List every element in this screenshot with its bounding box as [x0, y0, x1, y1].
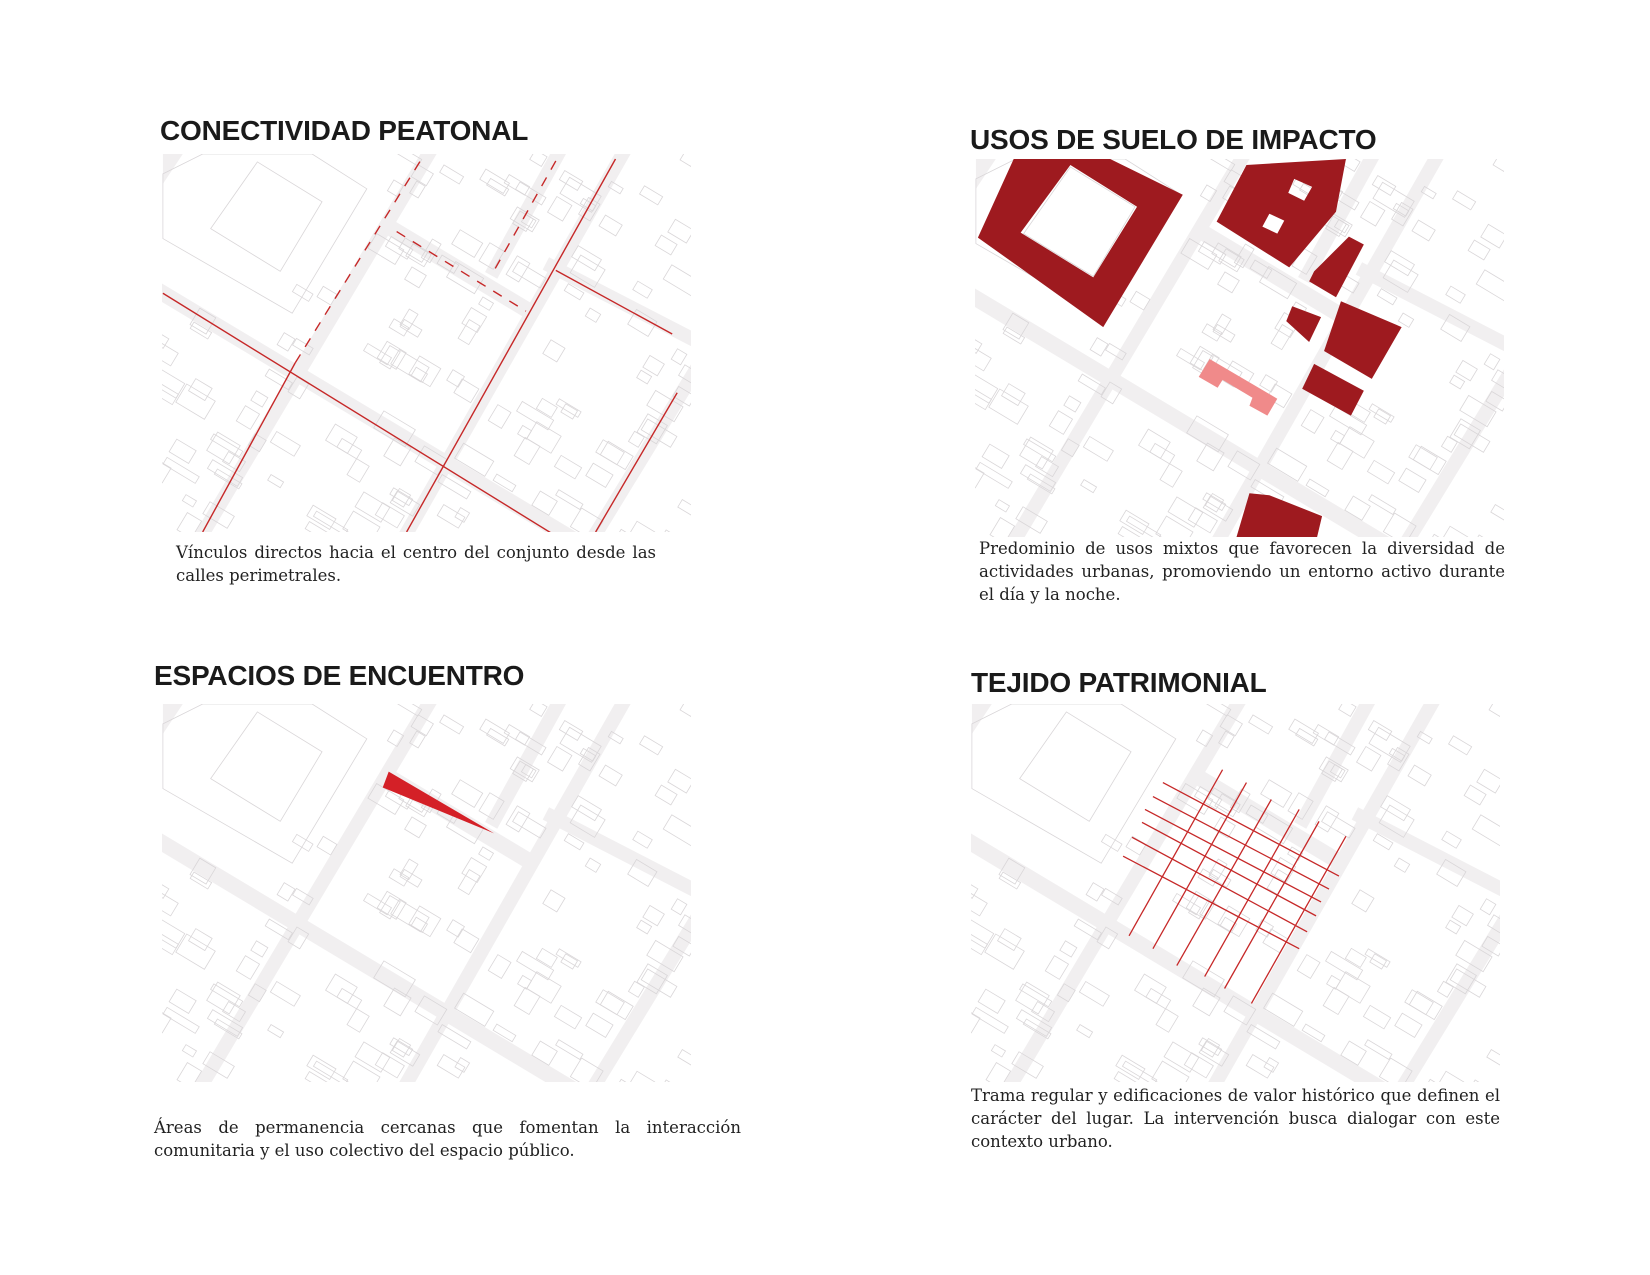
panel-title-usos-suelo: USOS DE SUELO DE IMPACTO [970, 124, 1377, 155]
map-conectividad-peatonal [162, 154, 691, 532]
panel-description-conectividad: Vínculos directos hacia el centro del conjunto desde las calles perimetrales. [176, 543, 656, 585]
panel-title-espacios-encuentro: ESPACIOS DE ENCUENTRO [154, 660, 525, 691]
panel-title-tejido-patrimonial: TEJIDO PATRIMONIAL [971, 667, 1267, 698]
panel-title-conectividad: CONECTIVIDAD PEATONAL [160, 115, 529, 146]
map-usos-suelo [975, 159, 1504, 537]
panel-description-espacios-encuentro: Áreas de permanencia cercanas que fomentan la interacción comunitaria y el uso colectivo del espacio público. [154, 1118, 741, 1160]
panel-description-tejido-patrimonial: Trama regular y edificaciones de valor histórico que definen el carácter del lugar. La intervención busca dialogar con este contexto urbano. [971, 1086, 1500, 1151]
map-tejido-patrimonial [971, 704, 1500, 1082]
panel-description-usos-suelo: Predominio de usos mixtos que favorecen la diversidad de actividades urbanas, promoviendo un entorno activo durante el día y la noche. [979, 539, 1505, 604]
map-espacios-encuentro [162, 704, 691, 1082]
